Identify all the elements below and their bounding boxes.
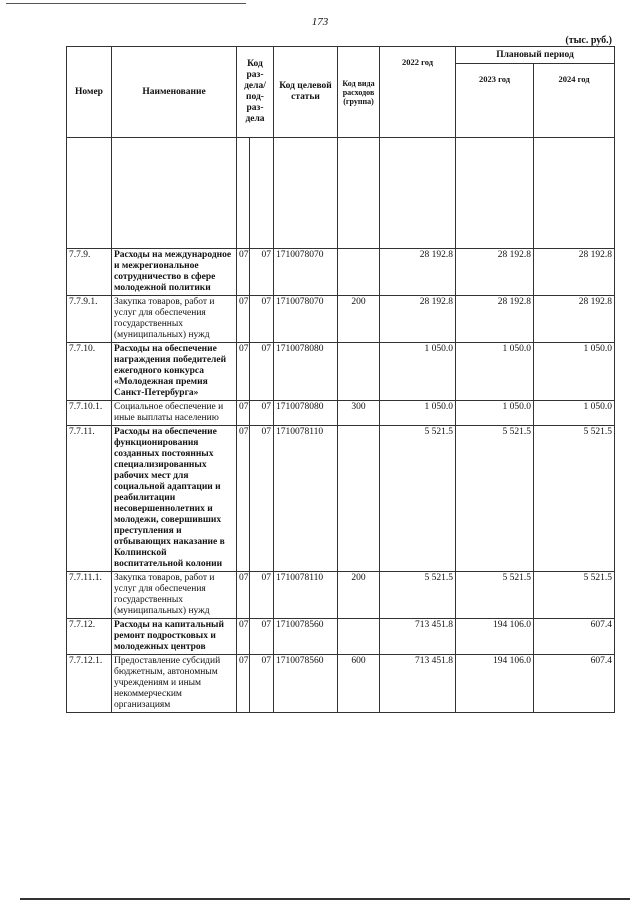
row-target-code: 1710078110 [274, 572, 338, 619]
row-name: Расходы на капитальный ремонт подростковых и молодежных центров [112, 619, 237, 655]
row-expense-type [338, 343, 380, 401]
row-number: 7.7.10. [67, 343, 112, 401]
row-subsection: 07 [250, 249, 274, 296]
row-value-2024: 1 050.0 [534, 401, 615, 426]
row-expense-type [338, 619, 380, 655]
row-name: Социальное обеспечение и иные выплаты населению [112, 401, 237, 426]
row-section: 07 [237, 343, 250, 401]
row-subsection: 07 [250, 401, 274, 426]
row-subsection: 07 [250, 343, 274, 401]
row-value-2022: 1 050.0 [380, 401, 456, 426]
row-target-code: 1710078110 [274, 426, 338, 572]
unit-label: (тыс. руб.) [565, 35, 612, 46]
row-subsection: 07 [250, 296, 274, 343]
header-2022: 2022 год [380, 47, 456, 138]
row-expense-type: 600 [338, 655, 380, 713]
row-section: 07 [237, 249, 250, 296]
table-row [67, 249, 615, 296]
row-value-2023: 194 106.0 [456, 619, 534, 655]
row-number: 7.7.11.1. [67, 572, 112, 619]
row-section: 07 [237, 619, 250, 655]
row-value-2022: 28 192.8 [380, 296, 456, 343]
row-value-2023: 194 106.0 [456, 655, 534, 713]
table-row [67, 343, 615, 401]
row-value-2023: 28 192.8 [456, 249, 534, 296]
header-name: Наименование [112, 47, 237, 138]
row-expense-type: 200 [338, 572, 380, 619]
row-subsection: 07 [250, 426, 274, 572]
budget-table [66, 46, 615, 713]
header-plan-period: Плановый период [456, 47, 615, 64]
row-value-2023: 1 050.0 [456, 401, 534, 426]
row-value-2022: 28 192.8 [380, 249, 456, 296]
row-value-2022: 5 521.5 [380, 572, 456, 619]
row-expense-type [338, 426, 380, 572]
row-target-code: 1710078070 [274, 249, 338, 296]
row-section: 07 [237, 655, 250, 713]
row-number: 7.7.12. [67, 619, 112, 655]
row-value-2023: 5 521.5 [456, 426, 534, 572]
row-value-2024: 1 050.0 [534, 343, 615, 401]
row-name: Закупка товаров, работ и услуг для обеспечения государственных (муниципальных) нужд [112, 572, 237, 619]
row-number: 7.7.9.1. [67, 296, 112, 343]
row-name: Расходы на обеспечение функционирования созданных постоянных специализированных рабочих мест для социальной адаптации и реабилитации несовершеннолетних и молодежи, совершивших преступления и отбывающих наказание в Колпинской воспитательной колонии [112, 426, 237, 572]
row-value-2024: 607.4 [534, 619, 615, 655]
table-row [67, 655, 615, 713]
row-section: 07 [237, 401, 250, 426]
table-row [67, 572, 615, 619]
row-expense-type: 300 [338, 401, 380, 426]
table-row [67, 619, 615, 655]
row-number: 7.7.9. [67, 249, 112, 296]
header-number: Номер [67, 47, 112, 138]
table-row [67, 401, 615, 426]
row-number: 7.7.11. [67, 426, 112, 572]
row-value-2022: 5 521.5 [380, 426, 456, 572]
row-expense-type: 200 [338, 296, 380, 343]
row-target-code: 1710078080 [274, 343, 338, 401]
header-target: Код целевой статьи [274, 47, 338, 138]
top-rule [6, 3, 246, 4]
row-value-2024: 28 192.8 [534, 249, 615, 296]
row-value-2023: 28 192.8 [456, 296, 534, 343]
row-value-2024: 607.4 [534, 655, 615, 713]
header-spacer-row [67, 138, 615, 249]
row-name: Предоставление субсидий бюджетным, автономным учреждениям и иным некоммерческим организациям [112, 655, 237, 713]
row-value-2024: 5 521.5 [534, 572, 615, 619]
row-number: 7.7.10.1. [67, 401, 112, 426]
row-value-2023: 5 521.5 [456, 572, 534, 619]
header-2024: 2024 год [534, 64, 615, 138]
row-target-code: 1710078560 [274, 655, 338, 713]
header-expense-type: Код вида расходов (группа) [338, 47, 380, 138]
row-name: Расходы на обеспечение награждения победителей ежегодного конкурса «Молодежная премия Санкт-Петербурга» [112, 343, 237, 401]
row-target-code: 1710078070 [274, 296, 338, 343]
row-section: 07 [237, 572, 250, 619]
row-name: Расходы на международное и межрегиональное сотрудничество в сфере молодежной политики [112, 249, 237, 296]
row-subsection: 07 [250, 619, 274, 655]
row-value-2023: 1 050.0 [456, 343, 534, 401]
row-section: 07 [237, 426, 250, 572]
header-section: Код раз-дела/ под-раз-дела [237, 47, 274, 138]
row-target-code: 1710078080 [274, 401, 338, 426]
header-2023: 2023 год [456, 64, 534, 138]
row-value-2022: 713 451.8 [380, 619, 456, 655]
row-value-2024: 5 521.5 [534, 426, 615, 572]
row-subsection: 07 [250, 655, 274, 713]
row-value-2024: 28 192.8 [534, 296, 615, 343]
row-target-code: 1710078560 [274, 619, 338, 655]
row-name: Закупка товаров, работ и услуг для обеспечения государственных (муниципальных) нужд [112, 296, 237, 343]
row-expense-type [338, 249, 380, 296]
row-value-2022: 713 451.8 [380, 655, 456, 713]
row-section: 07 [237, 296, 250, 343]
row-number: 7.7.12.1. [67, 655, 112, 713]
page-number: 173 [311, 16, 329, 28]
table-row [67, 426, 615, 572]
bottom-rule [20, 898, 630, 900]
row-value-2022: 1 050.0 [380, 343, 456, 401]
table-row [67, 296, 615, 343]
row-subsection: 07 [250, 572, 274, 619]
